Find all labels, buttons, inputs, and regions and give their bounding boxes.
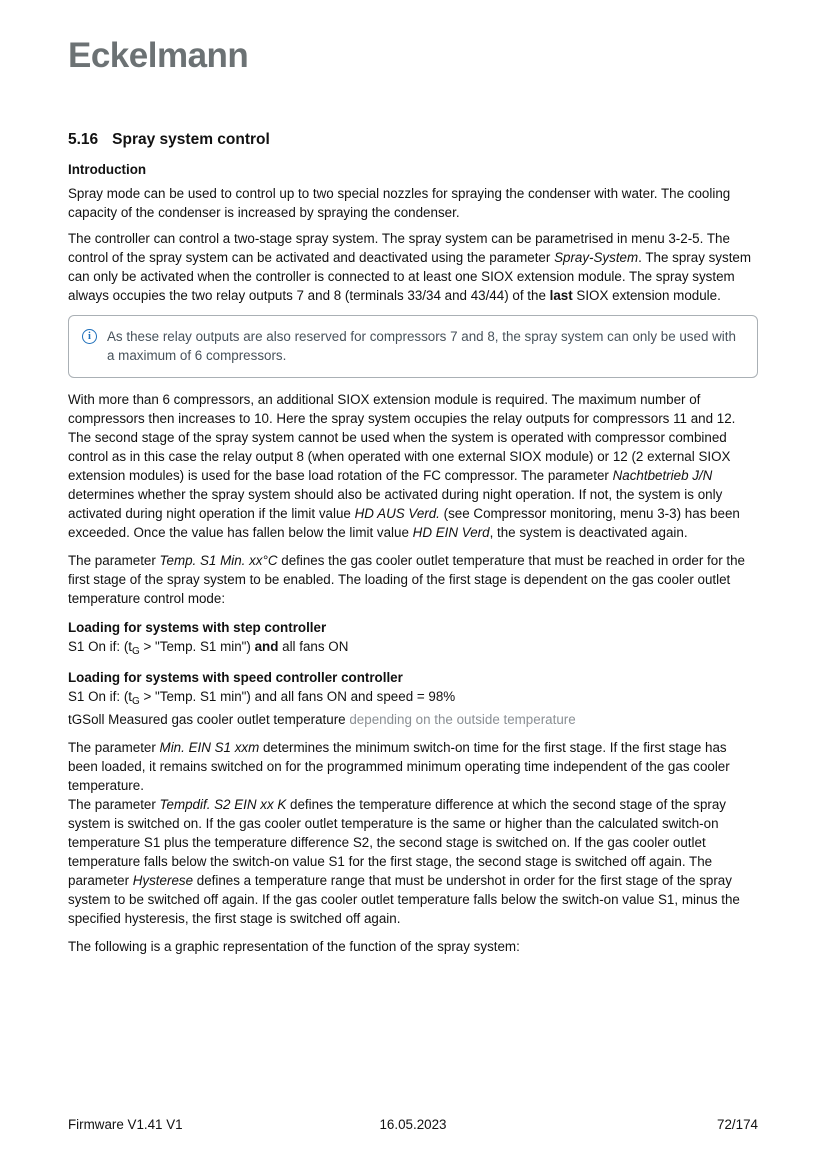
eckelmann-logo: Eckelmann (68, 36, 249, 75)
text-run: , the system is deactivated again. (489, 525, 688, 540)
text-run: defines the gas cooler outlet temperature that must be reached in order for the first stage of the spray system to be enabled. The loading of the first stage is dependent on the gas cooler outlet temperature control mode: (68, 553, 745, 606)
text-run: Nachtbetrieb J/N (612, 468, 713, 483)
section-heading (68, 131, 758, 149)
text-run: Spray mode can be used to control up to two special nozzles for spraying the condenser with water. The cooling capacity of the condenser is increased by spraying the condenser. (68, 186, 731, 220)
text-run: Tempdif. S2 EIN xx K (159, 797, 287, 812)
page-content (68, 0, 758, 956)
formula-speed-controller (68, 687, 758, 708)
text-run: With more than 6 compressors, an additional SIOX extension module is required. The maximum number of compressors then increases to 10. Here the spray system occupies the relay outputs for compressors 11 and 12. The second stage of the spray system cannot be used when the system is operated with compressor combined control as in this case the relay output 8 (when operated with one external SIOX module) or 12 (2 external SIOX extension modules) is used for the base load rotation of the FC compressor. The parameter (68, 392, 736, 483)
heading-step-controller: Loading for systems with step controller (68, 620, 327, 635)
paragraph-min-ein-s1 (68, 738, 758, 795)
text-run: tGSoll Measured gas cooler outlet temperature (68, 712, 350, 727)
info-icon: i (82, 329, 97, 344)
text-run: S1 On if: (t (68, 639, 132, 654)
text-run: HD AUS Verd. (354, 506, 440, 521)
footer-firmware-version: Firmware V1.41 V1 (68, 1117, 183, 1132)
section-number: 5.16 (68, 131, 99, 148)
footer-page-number: 72/174 (717, 1117, 758, 1132)
text-run: HD EIN Verd (412, 525, 490, 540)
formula-step-controller (68, 637, 758, 658)
section-title: Spray system control (112, 131, 270, 148)
heading-speed-controller: Loading for systems with speed controller controller (68, 670, 403, 685)
text-run: The controller can control a two-stage spray system. The spray system can be parametrised in menu 3-2-5. The control of the spray system can be activated and deactivated using the parameter (68, 231, 730, 265)
text-run: SIOX extension module. (572, 288, 721, 303)
text-run: The following is a graphic representation of the function of the spray system: (68, 939, 520, 954)
paragraph-temp-s1-min (68, 551, 758, 608)
footer-date: 16.05.2023 (379, 1117, 447, 1132)
text-run: > "Temp. S1 min") (139, 639, 255, 654)
text-run: and (254, 639, 279, 654)
paragraph-graphic-intro (68, 937, 758, 956)
text-run: S1 On if: (t (68, 689, 132, 704)
text-run: Hysterese (132, 873, 194, 888)
paragraph-six-compressors (68, 390, 758, 542)
paragraph-tempdif-s2 (68, 795, 758, 928)
text-run: defines the temperature difference at which the second stage of the spray system is switched on. If the gas cooler outlet temperature is the same or higher than the calculated switch-on temperature S1 plus the temperature difference S2, the second stage is switched on. If the gas cooler outlet temperature falls below the switch-on value S1 for the first stage, the second stage is switched off again. The parameter (68, 797, 726, 888)
page-footer (68, 1117, 758, 1132)
text-run: all fans ON (278, 639, 349, 654)
text-run: The parameter (68, 553, 160, 568)
text-run: determines whether the spray system should also be activated during night operation. If not, the system is only activated during night operation if the limit value (68, 487, 723, 521)
text-run: Min. EIN S1 xxm (159, 740, 260, 755)
line-tgsoll (68, 710, 758, 729)
text-run: (see Compressor monitoring, menu 3-3) has been exceeded. Once the value has fallen below the limit value (68, 506, 740, 540)
text-run: last (549, 288, 573, 303)
text-run: The parameter (68, 740, 160, 755)
text-run: Spray-System (554, 250, 639, 265)
text-run: G (132, 696, 140, 707)
text-run: depending on the outside temperature (349, 712, 576, 727)
paragraph-spray-mode (68, 184, 758, 222)
intro-heading: Introduction (68, 162, 147, 177)
info-note-text: As these relay outputs are also reserved for compressors 7 and 8, the spray system can only be used with a maximum of 6 compressors. (107, 329, 736, 363)
text-run: determines the minimum switch-on time for the first stage. If the first stage has been loaded, it remains switched on for the programmed minimum operating time independent of the gas cooler temperature. (68, 740, 730, 793)
text-run: G (132, 646, 140, 657)
info-note-box (68, 315, 758, 378)
text-run: defines a temperature range that must be undershot in order for the first stage of the spray system to be switched off again. If the gas cooler outlet temperature falls below the switch-on value S1, minus the specified hysteresis, the first stage is switched off again. (68, 873, 740, 926)
text-run: The parameter (68, 797, 160, 812)
text-run: > "Temp. S1 min") and all fans ON and speed = 98% (139, 689, 456, 704)
text-run: . The spray system can only be activated when the controller is connected to at least one SIOX extension module. The spray system always occupies the two relay outputs 7 and 8 (terminals 33/34 and 43/44) of the (68, 250, 752, 303)
paragraph-controller (68, 229, 758, 305)
text-run: Temp. S1 Min. xx°C (159, 553, 278, 568)
